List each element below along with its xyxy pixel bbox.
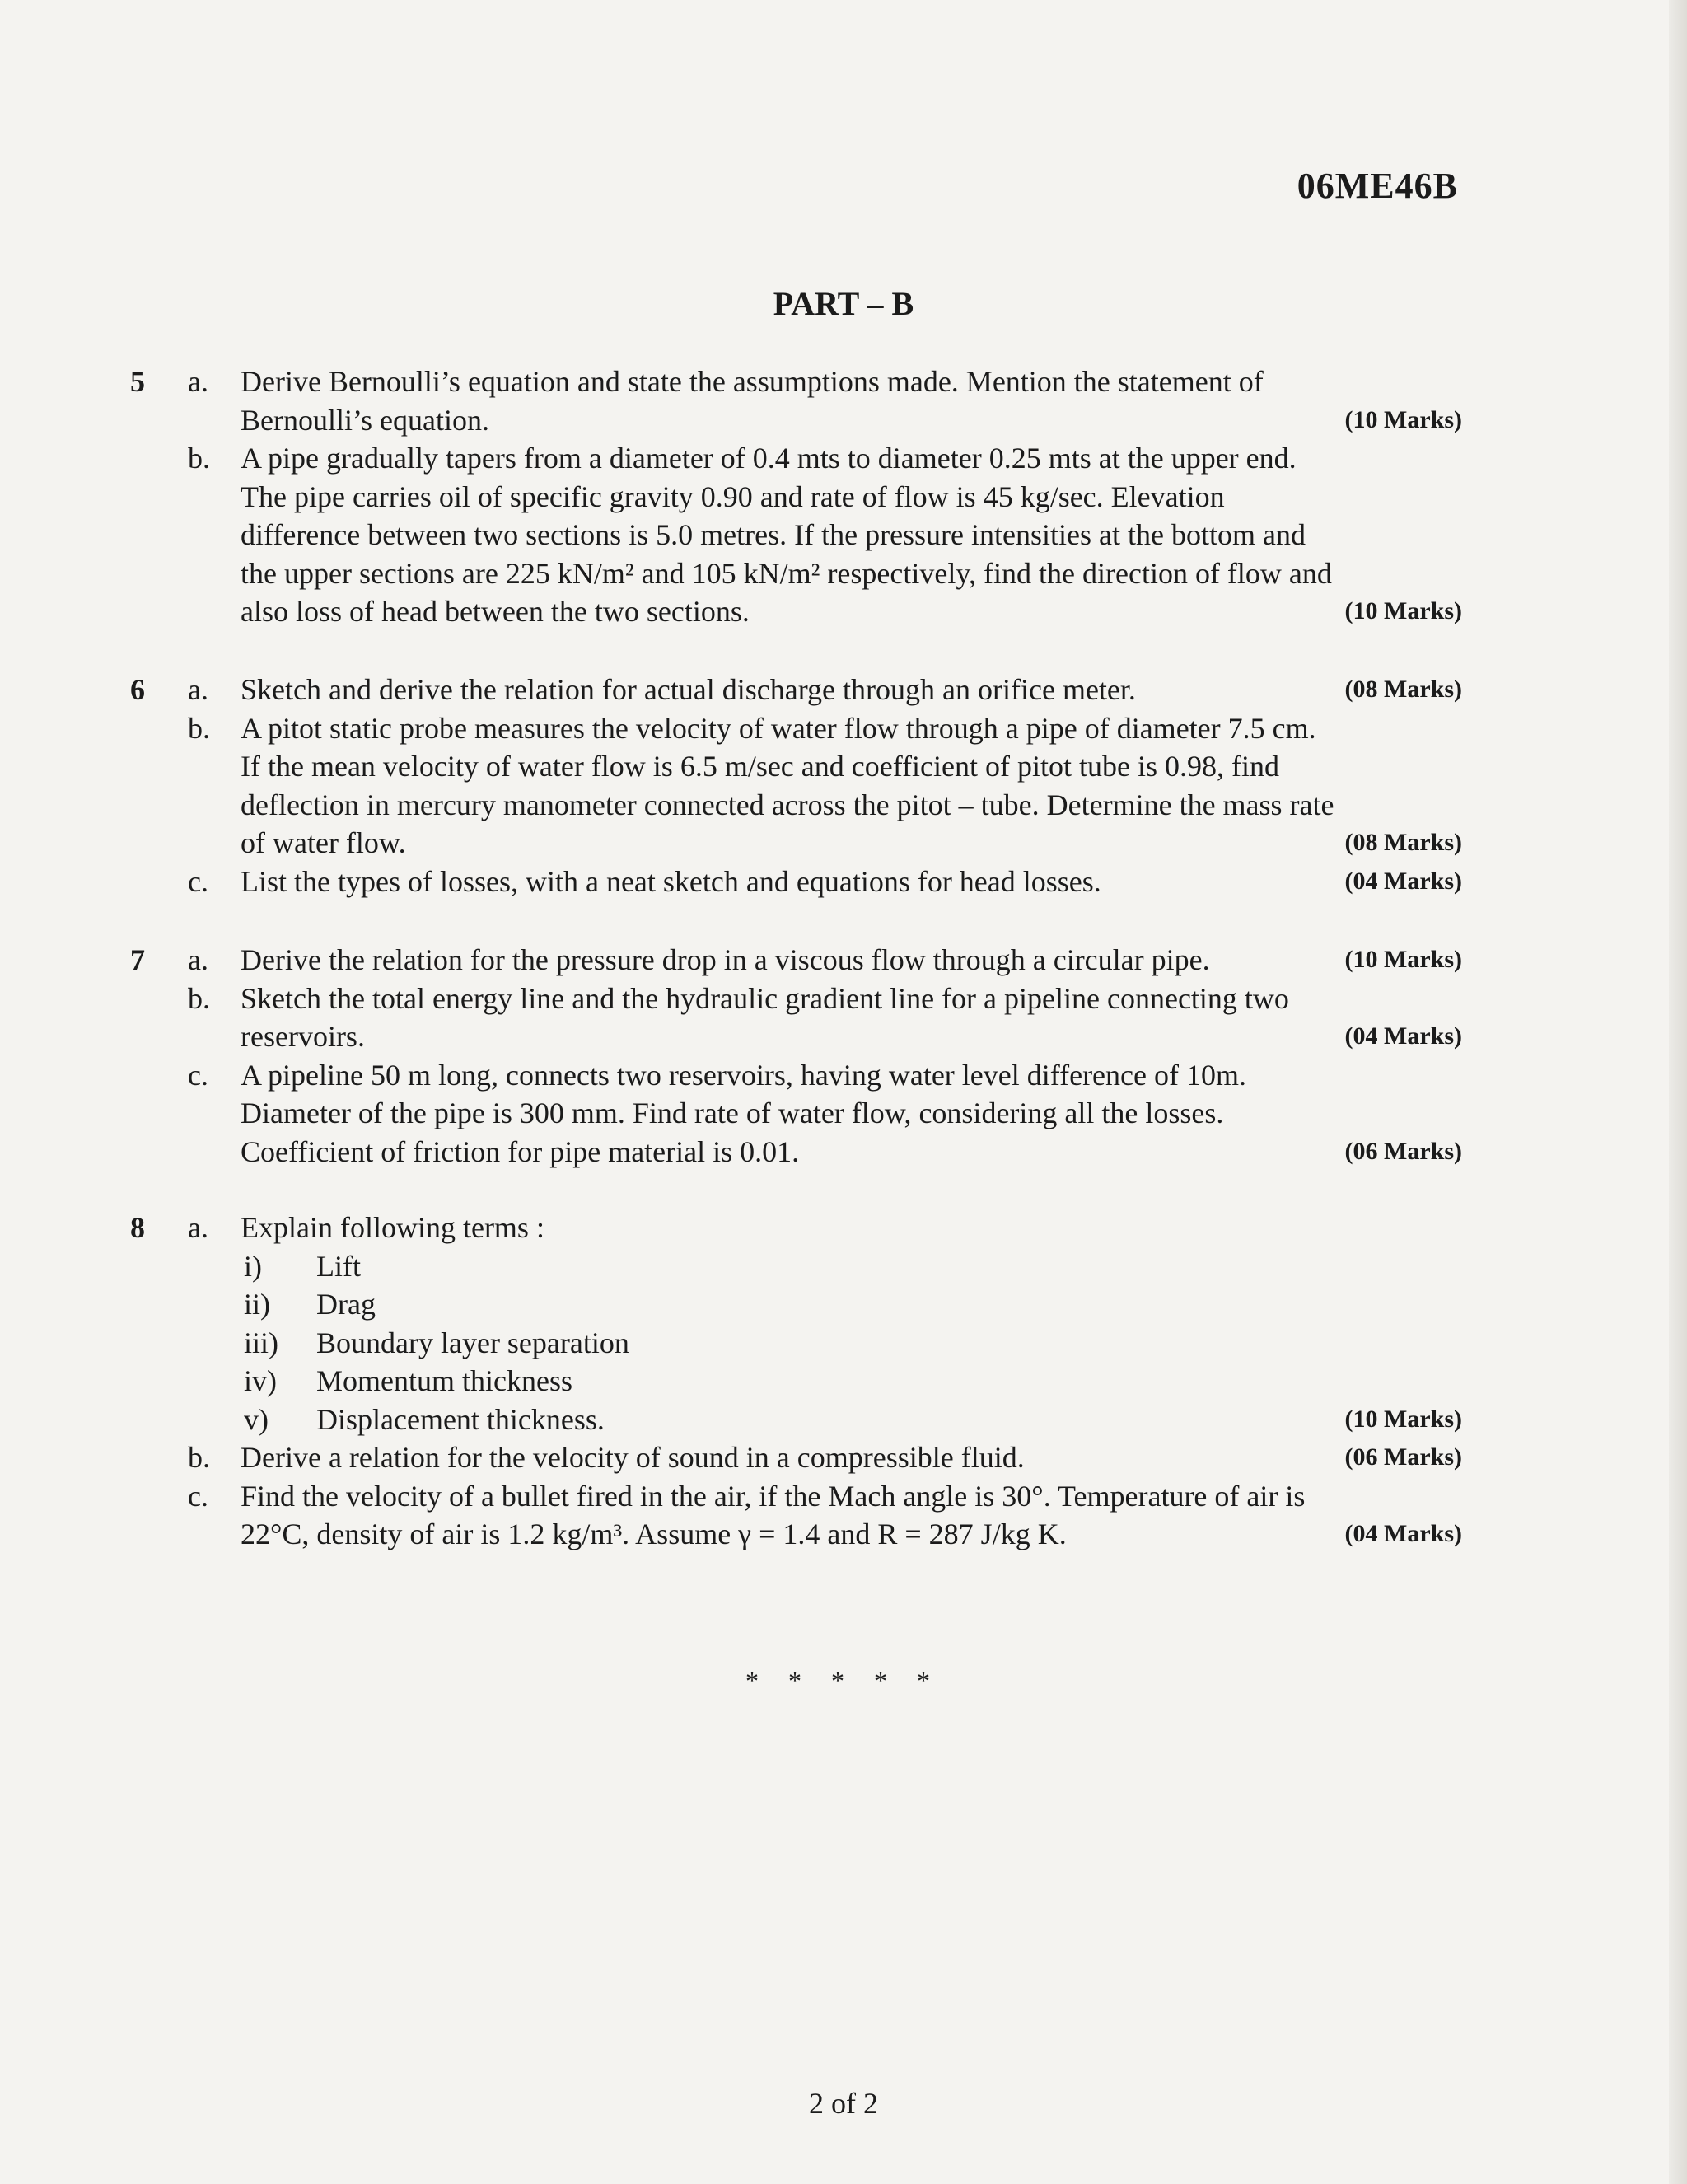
question-number: 5: [130, 365, 145, 398]
marks-label: (04 Marks): [1344, 867, 1462, 895]
subpart-label: a.: [188, 1211, 208, 1244]
list-item: iii) Boundary layer separation: [244, 1326, 629, 1359]
question-7c: [124, 1056, 1462, 1172]
question-7: [124, 941, 1462, 1171]
list-item: ii) Drag: [244, 1288, 376, 1321]
marks-label: (10 Marks): [1344, 1405, 1462, 1433]
question-5a: [124, 362, 1462, 439]
marks-label: (06 Marks): [1344, 1443, 1462, 1471]
question-6c: [124, 863, 1462, 901]
subpart-label: a.: [188, 943, 208, 976]
question-number: 6: [130, 673, 145, 706]
question-number: 7: [130, 943, 145, 976]
marks-label: (10 Marks): [1344, 946, 1462, 973]
subpart-label: b.: [188, 711, 210, 745]
marks-label: (08 Marks): [1344, 676, 1462, 703]
question-text-line: A pipe gradually tapers from a diameter of 0.4 mts to diameter 0.25 mts at the upper end.: [241, 442, 1297, 475]
question-text-line: difference between two sections is 5.0 metres. If the pressure intensities at the bottom and: [241, 518, 1306, 551]
question-text-line: Diameter of the pipe is 300 mm. Find rate of water flow, considering all the losses.: [241, 1097, 1224, 1129]
question-5b: [124, 439, 1462, 631]
question-text-line: A pipeline 50 m long, connects two reservoirs, having water level difference of 10m.: [241, 1058, 1246, 1092]
question-8c: [124, 1477, 1462, 1554]
question-text-line: Find the velocity of a bullet fired in the air, if the Mach angle is 30°. Temperature of air is: [241, 1479, 1306, 1513]
page-number: 2 of 2: [809, 2087, 878, 2120]
marks-label: (08 Marks): [1344, 829, 1462, 856]
paper-code: 06ME46B: [1297, 166, 1458, 206]
question-8: [124, 1209, 1462, 1554]
scan-edge: [1669, 0, 1687, 2184]
question-text-line: Derive Bernoulli’s equation and state the assumptions made. Mention the statement of: [241, 365, 1264, 398]
subpart-label: a.: [188, 365, 208, 398]
terms-list: [244, 1247, 1462, 1439]
question-text-line: of water flow.: [241, 826, 406, 859]
question-text-line: If the mean velocity of water flow is 6.5 m/sec and coefficient of pitot tube is 0.98, find: [241, 750, 1279, 783]
subpart-label: c.: [188, 1479, 208, 1513]
question-text-line: Explain following terms :: [241, 1211, 544, 1244]
question-text-line: Derive a relation for the velocity of sound in a compressible fluid.: [241, 1441, 1025, 1474]
subpart-label: b.: [188, 981, 210, 1015]
question-6b: [124, 709, 1462, 863]
question-text-line: the upper sections are 225 kN/m² and 105 kN/m² respectively, find the direction of flow and: [241, 556, 1332, 590]
question-text-line: deflection in mercury manometer connected across the pitot – tube. Determine the mass rate: [241, 788, 1334, 821]
section-title: PART – B: [773, 285, 914, 322]
subpart-label: c.: [188, 864, 208, 898]
question-text-line: Sketch and derive the relation for actual discharge through an orifice meter.: [241, 673, 1136, 706]
question-text-line: Coefficient of friction for pipe material is 0.01.: [241, 1134, 800, 1168]
question-text-line: Bernoulli’s equation.: [241, 403, 489, 437]
subpart-label: b.: [188, 1441, 210, 1474]
question-text-line: reservoirs.: [241, 1020, 365, 1053]
question-text-line: A pitot static probe measures the velocity of water flow through a pipe of diameter 7.5 cm.: [241, 711, 1316, 745]
question-text-line: Sketch the total energy line and the hydraulic gradient line for a pipeline connecting two: [241, 981, 1289, 1015]
list-item: i) Lift: [244, 1249, 361, 1283]
marks-label: (06 Marks): [1344, 1137, 1462, 1165]
question-number: 8: [130, 1211, 145, 1244]
list-item: iv) Momentum thickness: [244, 1364, 572, 1397]
question-8b: [124, 1438, 1462, 1477]
end-marker: * * * * *: [745, 1666, 942, 1695]
question-7b: [124, 980, 1462, 1056]
question-6: [124, 671, 1462, 900]
question-7a: [124, 941, 1462, 980]
question-text-line: 22°C, density of air is 1.2 kg/m³. Assume γ = 1.4 and R = 287 J/kg K.: [241, 1518, 1067, 1550]
marks-label: (04 Marks): [1344, 1022, 1462, 1050]
list-item: v) Displacement thickness. (10 Marks): [244, 1401, 1462, 1439]
subpart-label: a.: [188, 673, 208, 706]
marks-label: (04 Marks): [1344, 1520, 1462, 1547]
question-text-line: also loss of head between the two sections.: [241, 595, 750, 628]
question-6a: [124, 671, 1462, 709]
question-5: [124, 362, 1462, 631]
marks-label: (10 Marks): [1344, 597, 1462, 624]
question-8a: [124, 1209, 1462, 1438]
subpart-label: c.: [188, 1058, 208, 1092]
subpart-label: b.: [188, 442, 210, 475]
question-text-line: The pipe carries oil of specific gravity 0.90 and rate of flow is 45 kg/sec. Elevation: [241, 479, 1225, 513]
question-text-line: Derive the relation for the pressure drop in a viscous flow through a circular pipe.: [241, 943, 1210, 976]
question-text-line: List the types of losses, with a neat sketch and equations for head losses.: [241, 864, 1101, 898]
marks-label: (10 Marks): [1344, 405, 1462, 433]
